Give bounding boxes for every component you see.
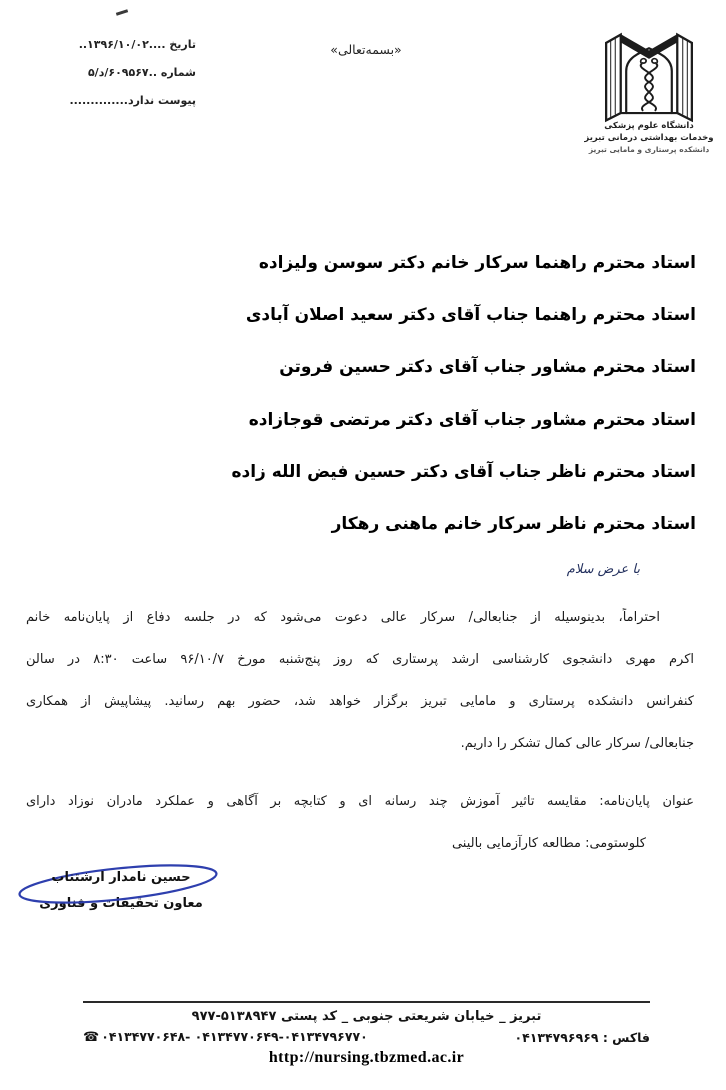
footer-address: تبریز _ خیابان شریعتی جنوبی _ کد پستی ۵۱۳۸۹۴۷-۹۷۷	[191, 1009, 542, 1024]
letter-meta	[16, 38, 196, 122]
letter-attachment: پیوست ندارد..............	[69, 94, 196, 107]
recipient-line-6: استاد محترم ناظر سرکار خانم ماهنی رهکار	[331, 513, 696, 534]
footer-divider	[83, 1001, 650, 1003]
signature-name: حسین نامدار ارشتناب	[51, 870, 191, 885]
recipient-line-3: استاد محترم مشاور جناب آقای دکتر حسین فروتن	[279, 357, 696, 378]
footer	[83, 1001, 650, 1067]
signature-block	[14, 870, 228, 911]
letter-number: شماره ..۶۰۹۵۶۷/د/۵	[87, 66, 196, 79]
university-logo	[576, 10, 722, 156]
body-line-3: کنفرانس دانشکده پرستاری و مامایی تبریز برگزار خواهد شد، حضور بهم رسانید. پیشاپیش از همکاری	[26, 694, 694, 709]
footer-website-url: http://nursing.tbzmed.ac.ir	[268, 1049, 465, 1066]
letter-date: تاریخ ....۱۳۹۶/۱۰/۰۲..	[78, 38, 196, 51]
footer-phone-numbers	[83, 1029, 368, 1045]
phone-icon: ☎	[83, 1030, 100, 1045]
phone-numbers-text: ۰۴۱۳۴۷۷۰۶۴۸- ۰۴۱۳۴۷۷۰۶۴۹-۰۴۱۳۴۷۹۶۷۷۰	[101, 1029, 368, 1044]
thesis-line-1: عنوان پایان‌نامه: مقایسه تاثیر آموزش چند رسانه ای و کتابچه بر آگاهی و عملکرد مادران نوزاد دارای	[26, 794, 694, 809]
thesis-line-2: کلوستومی: مطالعه کارآزمایی بالینی	[451, 836, 646, 851]
signature-ellipse-icon	[12, 860, 230, 912]
footer-phones-row	[83, 1029, 650, 1045]
scan-artifact	[116, 9, 128, 16]
body-line-1: احتراماً، بدینوسیله از جنابعالی/ سرکار عالی دعوت می‌شود که در جلسه دفاع از پایان‌نامه خانم	[26, 610, 660, 625]
recipient-line-5: استاد محترم ناظر جناب آقای دکتر حسین فیض الله زاده	[231, 461, 696, 482]
signature-title: معاون تحقیقات و فناوری	[39, 896, 203, 911]
recipient-line-4: استاد محترم مشاور جناب آقای دکتر مرتضی قوجازاده	[248, 409, 696, 430]
footer-fax: فاکس : ۰۴۱۳۴۷۹۶۹۶۹	[514, 1029, 650, 1045]
body-line-2: اکرم مهری دانشجوی کارشناسی ارشد پرستاری که روز پنج‌شنبه مورخ ۹۶/۱۰/۷ ساعت ۸:۳۰ در سالن	[26, 652, 694, 667]
recipients-list	[30, 252, 696, 565]
body-paragraph	[26, 608, 694, 776]
logo-text-faculty: دانشکده پرستاری و مامایی تبریز	[588, 145, 710, 154]
salutation: با عرض سلام	[566, 562, 640, 577]
university-emblem-icon	[589, 10, 709, 124]
logo-text-services: وخدمات بهداشتی درمانی تبریز	[584, 133, 714, 143]
body-line-4: جنابعالی/ سرکار عالی کمال تشکر را داریم.	[460, 736, 694, 751]
besmele-heading: «بسمه‌تعالی»	[330, 42, 402, 57]
recipient-line-1: استاد محترم راهنما سرکار خانم دکتر سوسن ولیزاده	[258, 253, 696, 273]
recipient-line-2: استاد محترم راهنما جناب آقای دکتر سعید اصلان آبادی	[245, 305, 696, 326]
logo-text-university: دانشگاه علوم پزشکی	[604, 121, 694, 131]
